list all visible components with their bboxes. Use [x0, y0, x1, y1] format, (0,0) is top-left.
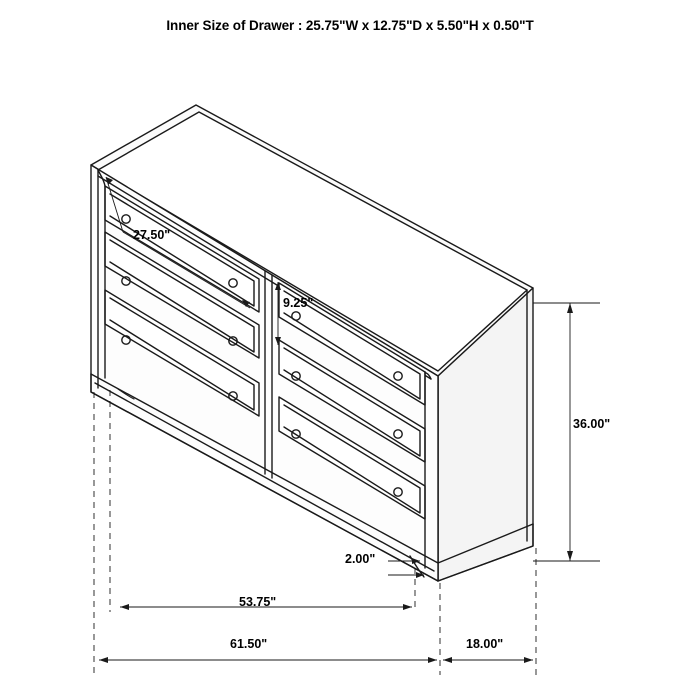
- dim-label-base-height: 2.00": [345, 552, 376, 566]
- dim-label-overall-height: 36.00": [573, 417, 611, 431]
- dim-label-overall-width: 61.50": [230, 637, 268, 651]
- page-title: Inner Size of Drawer : 25.75"W x 12.75"D x 5.50"H x 0.50"T: [166, 18, 534, 33]
- dim-label-drawer-height: 9.25": [283, 296, 314, 310]
- dim-overall-height: [533, 303, 600, 561]
- dim-label-overall-depth: 18.00": [466, 637, 504, 651]
- dim-label-drawer-span: 53.75": [239, 595, 277, 609]
- dim-label-drawer-width: 27.50": [133, 228, 171, 242]
